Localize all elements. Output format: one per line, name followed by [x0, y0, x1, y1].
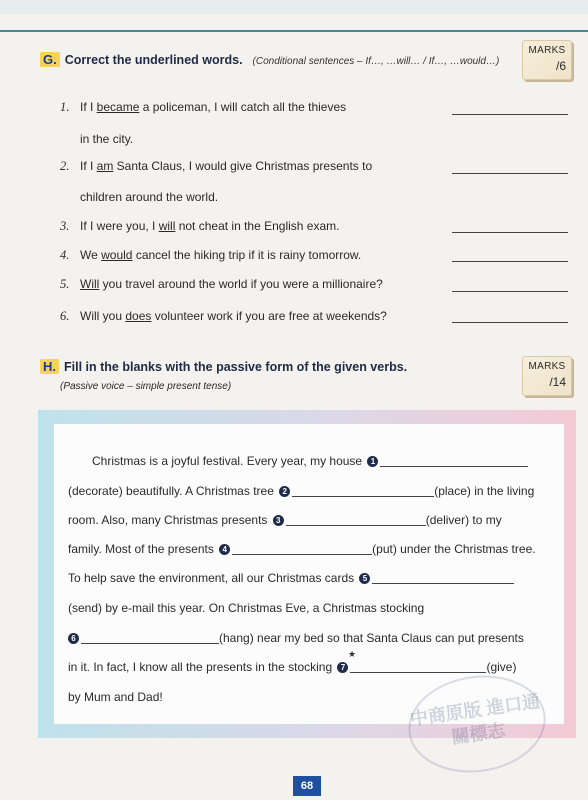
blank-number-4-icon: 4	[219, 544, 230, 555]
question-number: 3.	[60, 219, 70, 233]
question-text: We	[80, 248, 102, 262]
question-2	[60, 159, 373, 204]
page-number: 68	[293, 776, 321, 796]
section-g-subtitle: (Conditional sentences – If…, …will… / If…, …would…)	[252, 56, 500, 67]
blank-number-5-icon: 5	[359, 573, 370, 584]
answer-line-5[interactable]	[452, 290, 568, 292]
blank-number-3-icon: 3	[273, 515, 284, 526]
question-text: a policeman, I will catch all the thieves	[139, 100, 347, 114]
passage-text: room. Also, many Christmas presents	[68, 513, 271, 527]
question-number: 5.	[60, 277, 70, 291]
section-g-title: Correct the underlined words.	[64, 53, 243, 67]
section-h-letter: H.	[40, 359, 59, 374]
section-h-title: Fill in the blanks with the passive form of the given verbs.	[64, 360, 408, 374]
question-text: not cheat in the English exam.	[175, 219, 340, 233]
blank-4[interactable]	[232, 544, 372, 555]
passage-line-8	[68, 660, 516, 674]
passage-line-6	[68, 601, 424, 615]
question-1	[60, 100, 347, 146]
question-text: If I were you, I	[80, 219, 159, 233]
passage-line-5	[68, 571, 514, 585]
answer-line-3[interactable]	[452, 231, 568, 233]
blank-number-7-icon: 7	[337, 662, 348, 673]
answer-line-6[interactable]	[452, 321, 568, 323]
section-h-marks-box	[522, 356, 572, 396]
passage-text: To help save the environment, all our Christmas cards	[68, 571, 358, 585]
blank-6[interactable]	[81, 633, 219, 644]
blank-number-1-icon: 1	[367, 456, 378, 467]
blank-number-6-icon: 6	[68, 633, 79, 644]
blank-2[interactable]	[292, 486, 434, 497]
section-g-header	[40, 52, 499, 67]
question-text: volunteer work if you are free at weekends?	[151, 309, 387, 323]
passage-line-4	[68, 542, 536, 556]
passage-text: (decorate) beautifully. A Christmas tree	[68, 484, 278, 498]
passage-text: (deliver) to my	[425, 513, 502, 527]
marks-total: /6	[555, 59, 566, 73]
marks-label: MARKS	[528, 361, 566, 372]
underlined-word: will	[158, 219, 176, 233]
passage-line-3	[68, 513, 502, 527]
marks-label: MARKS	[528, 45, 566, 56]
blank-number-2-icon: 2	[279, 486, 290, 497]
section-g-marks-box	[522, 40, 572, 80]
challenge-star-icon: ★	[348, 649, 357, 659]
passage-line-7	[68, 631, 524, 645]
question-continuation: children around the world.	[80, 190, 219, 204]
question-text: If I	[80, 159, 97, 173]
question-text: Will you	[80, 309, 126, 323]
passage-line-2	[68, 484, 534, 498]
question-number: 4.	[60, 248, 70, 262]
passage-text: (hang) near my bed so that Santa Claus can put presents	[219, 631, 524, 645]
passage-text: in it. In fact, I know all the presents in the stocking	[68, 660, 336, 674]
underlined-word: does	[125, 309, 152, 323]
answer-line-4[interactable]	[452, 260, 568, 262]
passage-text: (place) in the living	[434, 484, 535, 498]
blank-7[interactable]	[350, 662, 486, 673]
question-text: you travel around the world if you were a millionaire?	[99, 277, 383, 291]
question-text: cancel the hiking trip if it is rainy tomorrow.	[132, 248, 362, 262]
underlined-word: became	[96, 100, 140, 114]
question-continuation: in the city.	[80, 132, 134, 146]
answer-line-2[interactable]	[452, 172, 568, 174]
question-number: 6.	[60, 309, 70, 323]
underlined-word: would	[101, 248, 133, 262]
passage-text: (put) under the Christmas tree.	[372, 542, 536, 556]
question-text: If I	[80, 100, 97, 114]
section-h-header	[40, 359, 407, 374]
question-5	[60, 277, 383, 292]
passage-text: (send) by e-mail this year. On Christmas Eve, a Christmas stocking	[68, 601, 425, 615]
section-h-subtitle: (Passive voice – simple present tense)	[60, 381, 232, 392]
passage-text: family. Most of the presents	[68, 542, 218, 556]
question-6	[60, 309, 387, 324]
question-text: Santa Claus, I would give Christmas presents to	[113, 159, 373, 173]
question-number: 1.	[60, 100, 70, 114]
answer-line-1[interactable]	[452, 113, 568, 115]
question-3	[60, 219, 339, 234]
underlined-word: am	[96, 159, 114, 173]
section-g-letter: G.	[40, 52, 60, 67]
stamp-text: 中商原版 進口通關標志	[408, 691, 542, 748]
underlined-word: Will	[80, 277, 100, 291]
passage-line-1	[92, 454, 528, 468]
passage-text: Christmas is a joyful festival. Every year, my house	[92, 454, 366, 468]
top-band	[0, 0, 588, 14]
blank-5[interactable]	[372, 573, 514, 584]
passage-line-9	[68, 690, 163, 704]
marks-total: /14	[549, 375, 566, 389]
question-number: 2.	[60, 159, 70, 173]
blank-1[interactable]	[380, 456, 528, 467]
passage-text: (give)	[486, 660, 517, 674]
top-rule	[0, 30, 588, 32]
question-4	[60, 248, 361, 263]
blank-3[interactable]	[286, 515, 426, 526]
passage-text: by Mum and Dad!	[68, 690, 163, 704]
